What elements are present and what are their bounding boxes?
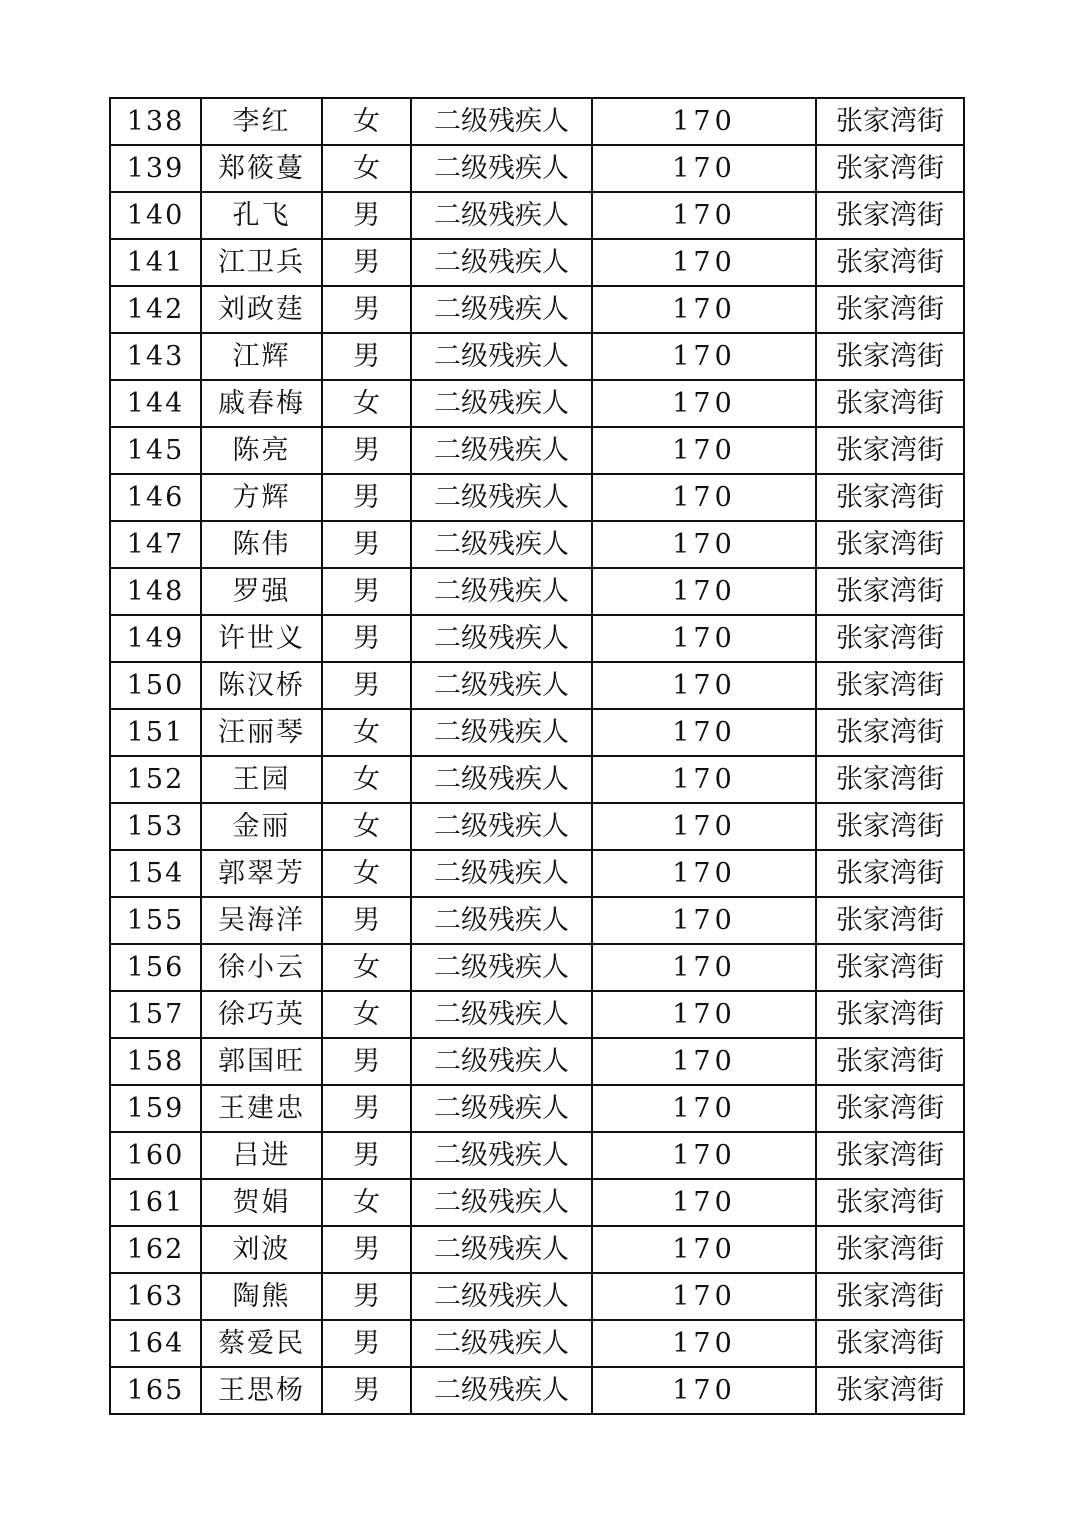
gender-cell: 男 xyxy=(322,427,411,474)
table-row xyxy=(110,145,964,192)
amount-cell: 170 xyxy=(592,803,816,850)
disability-level-cell: 二级残疾人 xyxy=(411,192,592,239)
name-cell: 李红 xyxy=(201,98,322,145)
disability-level-cell: 二级残疾人 xyxy=(411,286,592,333)
table-row xyxy=(110,1085,964,1132)
row-number-cell: 144 xyxy=(110,380,201,427)
disability-level-cell: 二级残疾人 xyxy=(411,1367,592,1414)
name-cell: 陈亮 xyxy=(201,427,322,474)
street-cell: 张家湾街 xyxy=(816,615,964,662)
amount-cell: 170 xyxy=(592,709,816,756)
name-cell: 郑筱蔓 xyxy=(201,145,322,192)
table-row xyxy=(110,756,964,803)
table-row xyxy=(110,944,964,991)
street-cell: 张家湾街 xyxy=(816,662,964,709)
table-row xyxy=(110,991,964,1038)
amount-cell: 170 xyxy=(592,756,816,803)
name-cell: 郭翠芳 xyxy=(201,850,322,897)
name-cell: 陈汉桥 xyxy=(201,662,322,709)
amount-cell: 170 xyxy=(592,192,816,239)
row-number-cell: 160 xyxy=(110,1132,201,1179)
street-cell: 张家湾街 xyxy=(816,474,964,521)
table-row xyxy=(110,98,964,145)
name-cell: 汪丽琴 xyxy=(201,709,322,756)
amount-cell: 170 xyxy=(592,615,816,662)
amount-cell: 170 xyxy=(592,333,816,380)
disability-level-cell: 二级残疾人 xyxy=(411,145,592,192)
amount-cell: 170 xyxy=(592,286,816,333)
street-cell: 张家湾街 xyxy=(816,1226,964,1273)
table-row xyxy=(110,333,964,380)
amount-cell: 170 xyxy=(592,662,816,709)
name-cell: 王思杨 xyxy=(201,1367,322,1414)
row-number-cell: 163 xyxy=(110,1273,201,1320)
amount-cell: 170 xyxy=(592,145,816,192)
street-cell: 张家湾街 xyxy=(816,756,964,803)
table-row xyxy=(110,662,964,709)
disability-level-cell: 二级残疾人 xyxy=(411,850,592,897)
disability-level-cell: 二级残疾人 xyxy=(411,944,592,991)
name-cell: 吕进 xyxy=(201,1132,322,1179)
amount-cell: 170 xyxy=(592,1320,816,1367)
name-cell: 贺娟 xyxy=(201,1179,322,1226)
row-number-cell: 162 xyxy=(110,1226,201,1273)
gender-cell: 女 xyxy=(322,145,411,192)
row-number-cell: 155 xyxy=(110,897,201,944)
amount-cell: 170 xyxy=(592,1367,816,1414)
street-cell: 张家湾街 xyxy=(816,850,964,897)
disability-level-cell: 二级残疾人 xyxy=(411,474,592,521)
gender-cell: 女 xyxy=(322,756,411,803)
row-number-cell: 152 xyxy=(110,756,201,803)
table-row xyxy=(110,192,964,239)
amount-cell: 170 xyxy=(592,1085,816,1132)
gender-cell: 男 xyxy=(322,1132,411,1179)
table-row xyxy=(110,1226,964,1273)
row-number-cell: 140 xyxy=(110,192,201,239)
street-cell: 张家湾街 xyxy=(816,897,964,944)
disability-level-cell: 二级残疾人 xyxy=(411,1273,592,1320)
name-cell: 孔飞 xyxy=(201,192,322,239)
row-number-cell: 151 xyxy=(110,709,201,756)
table-row xyxy=(110,286,964,333)
amount-cell: 170 xyxy=(592,380,816,427)
street-cell: 张家湾街 xyxy=(816,333,964,380)
amount-cell: 170 xyxy=(592,474,816,521)
gender-cell: 男 xyxy=(322,192,411,239)
street-cell: 张家湾街 xyxy=(816,1320,964,1367)
row-number-cell: 147 xyxy=(110,521,201,568)
name-cell: 王园 xyxy=(201,756,322,803)
name-cell: 方辉 xyxy=(201,474,322,521)
amount-cell: 170 xyxy=(592,944,816,991)
row-number-cell: 146 xyxy=(110,474,201,521)
disability-level-cell: 二级残疾人 xyxy=(411,521,592,568)
row-number-cell: 164 xyxy=(110,1320,201,1367)
name-cell: 刘政莛 xyxy=(201,286,322,333)
disability-level-cell: 二级残疾人 xyxy=(411,1226,592,1273)
table-row xyxy=(110,568,964,615)
gender-cell: 男 xyxy=(322,521,411,568)
row-number-cell: 159 xyxy=(110,1085,201,1132)
row-number-cell: 139 xyxy=(110,145,201,192)
amount-cell: 170 xyxy=(592,1038,816,1085)
disability-level-cell: 二级残疾人 xyxy=(411,568,592,615)
row-number-cell: 141 xyxy=(110,239,201,286)
name-cell: 郭国旺 xyxy=(201,1038,322,1085)
gender-cell: 女 xyxy=(322,380,411,427)
disability-level-cell: 二级残疾人 xyxy=(411,615,592,662)
street-cell: 张家湾街 xyxy=(816,239,964,286)
table-row xyxy=(110,380,964,427)
street-cell: 张家湾街 xyxy=(816,427,964,474)
table-row xyxy=(110,1179,964,1226)
table-row xyxy=(110,427,964,474)
row-number-cell: 165 xyxy=(110,1367,201,1414)
name-cell: 陈伟 xyxy=(201,521,322,568)
street-cell: 张家湾街 xyxy=(816,521,964,568)
street-cell: 张家湾街 xyxy=(816,98,964,145)
gender-cell: 男 xyxy=(322,1273,411,1320)
table-row xyxy=(110,1273,964,1320)
name-cell: 江辉 xyxy=(201,333,322,380)
row-number-cell: 158 xyxy=(110,1038,201,1085)
gender-cell: 男 xyxy=(322,615,411,662)
disability-level-cell: 二级残疾人 xyxy=(411,1320,592,1367)
amount-cell: 170 xyxy=(592,239,816,286)
disability-level-cell: 二级残疾人 xyxy=(411,333,592,380)
gender-cell: 女 xyxy=(322,709,411,756)
street-cell: 张家湾街 xyxy=(816,286,964,333)
disability-level-cell: 二级残疾人 xyxy=(411,803,592,850)
gender-cell: 男 xyxy=(322,1226,411,1273)
name-cell: 吴海洋 xyxy=(201,897,322,944)
amount-cell: 170 xyxy=(592,850,816,897)
gender-cell: 女 xyxy=(322,944,411,991)
row-number-cell: 161 xyxy=(110,1179,201,1226)
table-row xyxy=(110,1132,964,1179)
gender-cell: 男 xyxy=(322,474,411,521)
row-number-cell: 138 xyxy=(110,98,201,145)
name-cell: 王建忠 xyxy=(201,1085,322,1132)
disability-level-cell: 二级残疾人 xyxy=(411,662,592,709)
disability-level-cell: 二级残疾人 xyxy=(411,991,592,1038)
roster-table-body xyxy=(110,98,964,1414)
gender-cell: 男 xyxy=(322,333,411,380)
disability-level-cell: 二级残疾人 xyxy=(411,1132,592,1179)
disability-level-cell: 二级残疾人 xyxy=(411,98,592,145)
amount-cell: 170 xyxy=(592,991,816,1038)
gender-cell: 女 xyxy=(322,803,411,850)
name-cell: 戚春梅 xyxy=(201,380,322,427)
amount-cell: 170 xyxy=(592,897,816,944)
gender-cell: 男 xyxy=(322,1038,411,1085)
table-row xyxy=(110,1038,964,1085)
amount-cell: 170 xyxy=(592,521,816,568)
street-cell: 张家湾街 xyxy=(816,1273,964,1320)
name-cell: 罗强 xyxy=(201,568,322,615)
name-cell: 陶熊 xyxy=(201,1273,322,1320)
disability-level-cell: 二级残疾人 xyxy=(411,1085,592,1132)
disability-level-cell: 二级残疾人 xyxy=(411,756,592,803)
table-row xyxy=(110,1367,964,1414)
table-row xyxy=(110,850,964,897)
row-number-cell: 148 xyxy=(110,568,201,615)
disability-level-cell: 二级残疾人 xyxy=(411,380,592,427)
street-cell: 张家湾街 xyxy=(816,568,964,615)
roster-table xyxy=(109,97,965,1415)
gender-cell: 男 xyxy=(322,897,411,944)
table-row xyxy=(110,474,964,521)
gender-cell: 女 xyxy=(322,1179,411,1226)
table-row xyxy=(110,1320,964,1367)
amount-cell: 170 xyxy=(592,1273,816,1320)
row-number-cell: 149 xyxy=(110,615,201,662)
row-number-cell: 153 xyxy=(110,803,201,850)
disability-level-cell: 二级残疾人 xyxy=(411,239,592,286)
gender-cell: 男 xyxy=(322,1085,411,1132)
table-row xyxy=(110,239,964,286)
name-cell: 徐小云 xyxy=(201,944,322,991)
disability-level-cell: 二级残疾人 xyxy=(411,1038,592,1085)
gender-cell: 男 xyxy=(322,239,411,286)
name-cell: 金丽 xyxy=(201,803,322,850)
name-cell: 蔡爱民 xyxy=(201,1320,322,1367)
row-number-cell: 154 xyxy=(110,850,201,897)
table-row xyxy=(110,615,964,662)
amount-cell: 170 xyxy=(592,98,816,145)
table-row xyxy=(110,803,964,850)
name-cell: 徐巧英 xyxy=(201,991,322,1038)
gender-cell: 男 xyxy=(322,662,411,709)
gender-cell: 女 xyxy=(322,98,411,145)
name-cell: 刘波 xyxy=(201,1226,322,1273)
disability-level-cell: 二级残疾人 xyxy=(411,1179,592,1226)
amount-cell: 170 xyxy=(592,1132,816,1179)
gender-cell: 男 xyxy=(322,1320,411,1367)
street-cell: 张家湾街 xyxy=(816,709,964,756)
gender-cell: 女 xyxy=(322,991,411,1038)
street-cell: 张家湾街 xyxy=(816,1179,964,1226)
amount-cell: 170 xyxy=(592,427,816,474)
table-row xyxy=(110,709,964,756)
name-cell: 许世义 xyxy=(201,615,322,662)
gender-cell: 男 xyxy=(322,568,411,615)
document-page xyxy=(109,97,965,1415)
row-number-cell: 150 xyxy=(110,662,201,709)
row-number-cell: 145 xyxy=(110,427,201,474)
gender-cell: 男 xyxy=(322,286,411,333)
table-row xyxy=(110,521,964,568)
table-row xyxy=(110,897,964,944)
gender-cell: 男 xyxy=(322,1367,411,1414)
name-cell: 江卫兵 xyxy=(201,239,322,286)
gender-cell: 女 xyxy=(322,850,411,897)
street-cell: 张家湾街 xyxy=(816,192,964,239)
street-cell: 张家湾街 xyxy=(816,1038,964,1085)
amount-cell: 170 xyxy=(592,1226,816,1273)
street-cell: 张家湾街 xyxy=(816,145,964,192)
disability-level-cell: 二级残疾人 xyxy=(411,709,592,756)
street-cell: 张家湾街 xyxy=(816,1132,964,1179)
row-number-cell: 142 xyxy=(110,286,201,333)
row-number-cell: 157 xyxy=(110,991,201,1038)
row-number-cell: 143 xyxy=(110,333,201,380)
amount-cell: 170 xyxy=(592,1179,816,1226)
street-cell: 张家湾街 xyxy=(816,803,964,850)
disability-level-cell: 二级残疾人 xyxy=(411,897,592,944)
street-cell: 张家湾街 xyxy=(816,944,964,991)
disability-level-cell: 二级残疾人 xyxy=(411,427,592,474)
street-cell: 张家湾街 xyxy=(816,1085,964,1132)
street-cell: 张家湾街 xyxy=(816,991,964,1038)
row-number-cell: 156 xyxy=(110,944,201,991)
amount-cell: 170 xyxy=(592,568,816,615)
street-cell: 张家湾街 xyxy=(816,380,964,427)
street-cell: 张家湾街 xyxy=(816,1367,964,1414)
